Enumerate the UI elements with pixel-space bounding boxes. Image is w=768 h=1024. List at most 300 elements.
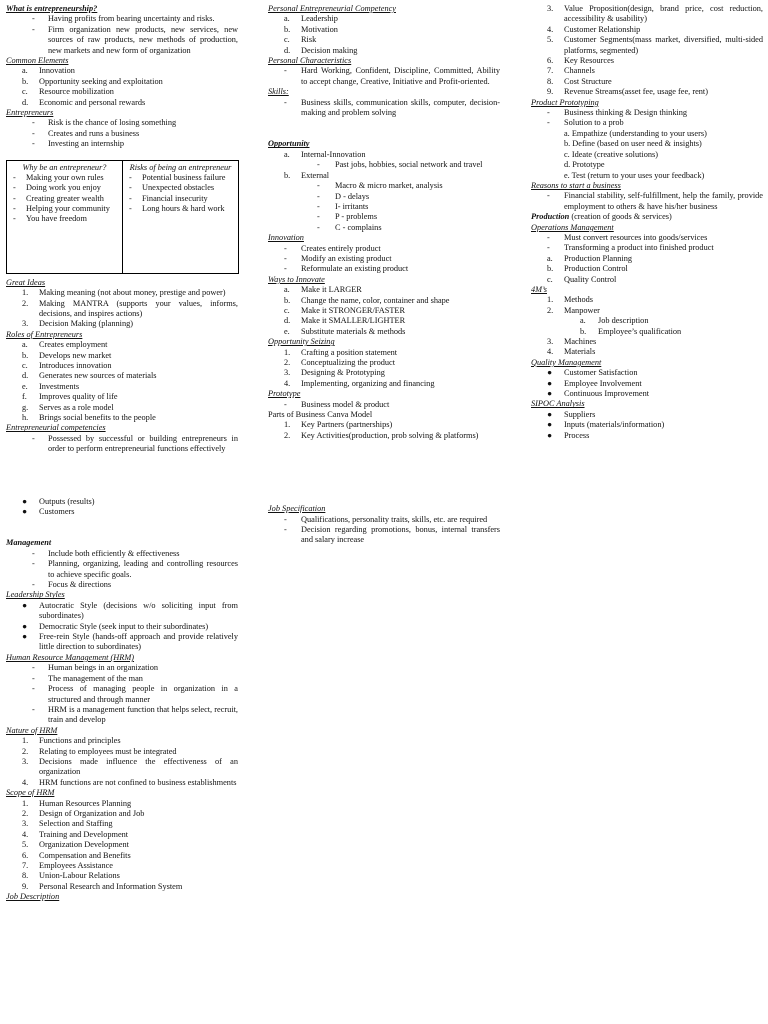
list-item <box>6 129 238 139</box>
list-item <box>268 66 500 87</box>
list-item <box>268 348 500 358</box>
list-marker: - <box>547 232 550 242</box>
list-item <box>268 254 500 264</box>
list-item <box>531 410 763 420</box>
list-item <box>531 254 763 264</box>
list-marker: - <box>317 212 320 222</box>
section-heading: 4M’s <box>531 284 547 294</box>
list-item <box>531 160 763 170</box>
list-item <box>268 285 500 295</box>
list-text: Economic and personal rewards <box>39 97 146 107</box>
list-item <box>531 389 763 399</box>
list-marker: 9. <box>547 87 554 97</box>
list-text: Serves as a role model <box>39 402 114 412</box>
list-marker: - <box>32 433 35 443</box>
list-text: Business thinking & Design thinking <box>564 108 688 118</box>
list-marker: - <box>284 97 287 107</box>
list-text: Union-Labour Relations <box>39 871 120 881</box>
list-marker: - <box>547 243 550 253</box>
list-item <box>531 327 763 337</box>
list-marker <box>531 150 564 160</box>
list-marker: 2. <box>22 746 29 756</box>
section-heading: Product Prototyping <box>531 97 599 107</box>
list-text: Past jobs, hobbies, social network and travel <box>335 160 483 170</box>
list-text: P - problems <box>335 212 378 222</box>
section-heading: Personal Characteristics <box>268 56 352 66</box>
list-marker: b. <box>284 24 291 34</box>
list-text: Leadership <box>301 14 338 24</box>
list-text: Employees Assistance <box>39 861 113 870</box>
list-text: Human Resources Planning <box>39 798 132 808</box>
list-text: Compensation and Benefits <box>39 850 131 860</box>
list-marker: 3. <box>547 337 554 346</box>
list-marker: 2. <box>22 808 29 818</box>
risk-table-left <box>7 161 122 273</box>
column-middle <box>268 4 500 546</box>
list-marker: a. <box>284 149 290 159</box>
list-item <box>6 87 238 97</box>
list-marker: - <box>32 118 35 128</box>
list-item <box>6 663 238 673</box>
list-item <box>531 368 763 378</box>
section-heading: Common Elements <box>6 56 69 66</box>
list-text: Include both efficiently & effectiveness <box>48 548 180 558</box>
list-text: Generates new sources of materials <box>39 371 157 381</box>
list-marker: g. <box>22 402 29 412</box>
list-item <box>6 851 238 861</box>
list-item <box>268 525 500 546</box>
list-item <box>531 87 763 97</box>
list-marker: b. <box>580 326 587 336</box>
list-text: Production Planning <box>564 253 632 263</box>
list-marker: ● <box>547 409 553 419</box>
list-marker: 4. <box>547 347 554 357</box>
list-item <box>6 799 238 809</box>
risk-table-item: - Helping your community <box>13 203 110 213</box>
list-item <box>6 299 238 320</box>
section-middle <box>268 4 500 546</box>
section-heading: Innovation <box>268 233 304 243</box>
list-text: Cost Structure <box>564 76 612 86</box>
list-marker: 3. <box>547 4 554 13</box>
list-item <box>268 420 500 430</box>
section-heading: Operations Management <box>531 222 614 232</box>
section-heading: Scope of HRM <box>6 788 55 798</box>
list-item <box>6 371 238 381</box>
list-marker: 3. <box>22 819 29 829</box>
list-text: Brings social benefits to the people <box>39 412 156 422</box>
list-text: Inputs (materials/information) <box>564 420 665 430</box>
list-item <box>6 392 238 402</box>
section-heading: Great Ideas <box>6 277 46 287</box>
list-marker: 6. <box>547 56 554 66</box>
list-item <box>531 118 763 128</box>
risk-table-item: - Long hours & hard work <box>129 203 225 213</box>
list-text: Creates employment <box>39 340 108 350</box>
section-entrepreneurship <box>6 4 238 150</box>
list-text: Manpower <box>564 305 600 315</box>
list-text: Risk <box>301 35 317 45</box>
section-heading: Human Resource Management (HRM) <box>6 652 135 662</box>
list-text: Hard Working, Confident, Discipline, Committed, Ability to accept change, Creative, Initiative and Profit-oriented. <box>301 66 500 86</box>
list-marker: - <box>547 118 550 128</box>
list-text: Revenue Streams(asset fee, usage fee, rent) <box>564 87 708 97</box>
list-marker: ● <box>22 507 28 516</box>
list-marker: 4. <box>284 378 291 388</box>
list-item <box>531 4 763 25</box>
section-heading: SIPOC Analysis <box>531 399 585 409</box>
list-text: Selection and Staffing <box>39 819 113 829</box>
spacer <box>268 118 500 139</box>
list-marker: - <box>284 243 287 253</box>
list-item <box>6 549 238 559</box>
section-heading: Opportunity Seizing <box>268 337 335 347</box>
list-item <box>6 674 238 684</box>
list-marker: - <box>284 253 287 263</box>
list-marker: - <box>317 201 320 211</box>
list-text: Business model & product <box>301 399 390 409</box>
list-marker: 6. <box>22 850 29 860</box>
list-marker: b. <box>22 76 29 86</box>
risk-table-item: - Unexpected obstacles <box>129 183 215 193</box>
risk-table-right-title: Risks of being an entrepreneur <box>129 162 232 172</box>
section-heading: Prototype <box>268 389 301 399</box>
section-heading: Nature of HRM <box>6 725 58 735</box>
list-text: Possessed by successful or building entrepreneurs in order to perform entrepreneurial functions effectively <box>48 433 238 454</box>
section-heading: Production (creation of goods & services) <box>531 212 672 222</box>
list-item <box>268 181 500 191</box>
list-marker: 9. <box>22 881 29 891</box>
list-text: Crafting a position statement <box>301 347 398 357</box>
list-marker: 8. <box>547 76 554 86</box>
list-item <box>6 747 238 757</box>
section-heading: Roles of Entrepreneurs <box>6 329 83 339</box>
list-item <box>531 129 763 139</box>
list-item <box>268 150 500 160</box>
section-heading: Management <box>6 538 52 548</box>
list-marker: - <box>547 108 550 118</box>
list-marker: a. <box>22 340 28 350</box>
list-text: Substitute materials & methods <box>301 326 406 336</box>
list-text: Introduces innovation <box>39 360 112 370</box>
list-marker: 4. <box>22 777 29 787</box>
list-text: Change the name, color, container and shape <box>301 295 450 305</box>
list-text: Process of managing people in organization in a structured and through manner <box>48 684 238 704</box>
list-marker: a. <box>547 253 553 263</box>
list-text: Continuous Improvement <box>564 389 650 399</box>
list-marker: a. <box>22 66 28 76</box>
list-text: External <box>301 170 330 180</box>
list-text: Macro & micro market, analysis <box>335 181 443 191</box>
list-item <box>531 25 763 35</box>
list-item <box>268 35 500 45</box>
list-text: HRM is a management function that helps select, recruit, train and develop <box>48 704 238 725</box>
list-item <box>6 351 238 361</box>
list-marker: b. <box>284 170 291 180</box>
list-item <box>531 264 763 274</box>
list-marker: 1. <box>22 736 29 746</box>
list-marker: 1. <box>22 288 29 298</box>
list-marker: 4. <box>547 24 554 34</box>
list-item <box>6 139 238 149</box>
list-text: Make it SMALLER/LIGHTER <box>301 316 406 326</box>
list-text: Customers <box>39 507 75 516</box>
list-marker <box>531 139 564 149</box>
list-text: Key Partners (partnerships) <box>301 420 393 430</box>
list-marker: 5. <box>547 35 554 45</box>
list-text: Personal Research and Information System <box>39 881 183 891</box>
risk-table-item: - Potential business failure <box>129 172 226 182</box>
section-heading: Opportunity <box>268 139 310 149</box>
list-text: Decision regarding promotions, bonus, internal transfers and salary increase <box>301 525 500 545</box>
list-marker: ● <box>547 389 553 399</box>
list-text: Resource mobilization <box>39 87 114 97</box>
list-text: Creates entirely product <box>301 243 381 253</box>
list-text: Materials <box>564 347 596 357</box>
list-text: Customer Relationship <box>564 24 641 34</box>
list-text: Outputs (results) <box>39 496 95 506</box>
list-marker: - <box>32 684 35 694</box>
list-marker: 7. <box>547 66 554 76</box>
list-item <box>6 25 238 56</box>
list-item <box>6 77 238 87</box>
list-item <box>531 150 763 160</box>
list-item <box>531 191 763 212</box>
list-marker: - <box>32 580 35 590</box>
list-item <box>268 14 500 24</box>
list-item <box>531 337 763 347</box>
list-item <box>6 861 238 871</box>
list-text: Suppliers <box>564 409 596 419</box>
list-marker: ● <box>22 621 28 631</box>
list-marker: - <box>317 181 320 191</box>
list-marker: - <box>32 548 35 558</box>
list-item <box>6 559 238 580</box>
list-text: Design of Organization and Job <box>39 808 145 818</box>
list-text: Opportunity seeking and exploitation <box>39 76 163 86</box>
list-item <box>6 736 238 746</box>
list-marker: ● <box>547 430 553 440</box>
list-marker: c. <box>547 274 553 284</box>
spacer <box>6 476 238 497</box>
list-item <box>531 35 763 56</box>
list-marker: 1. <box>22 798 29 808</box>
list-text: Employee Involvement <box>564 378 642 388</box>
list-text: Financial stability, self-fulfillment, help the family, provide employment to others & have his/her business <box>564 191 763 211</box>
list-item <box>531 295 763 305</box>
list-item <box>268 264 500 274</box>
list-item <box>531 66 763 76</box>
list-marker: - <box>317 191 320 201</box>
list-marker: a. <box>284 14 290 24</box>
list-item <box>268 46 500 56</box>
section-heading: Entrepreneurs <box>6 108 54 118</box>
list-text: b. Define (based on user need & insights) <box>564 139 702 149</box>
list-text: Make it LARGER <box>301 285 362 295</box>
spacer <box>268 441 500 462</box>
section-heading: Job Specification <box>268 504 326 514</box>
list-text: Organization Development <box>39 840 129 850</box>
list-marker: b. <box>284 295 291 305</box>
list-marker: b. <box>22 350 29 360</box>
list-text: Modify an existing product <box>301 253 392 263</box>
list-item <box>531 347 763 357</box>
spacer <box>268 483 500 504</box>
list-marker: - <box>32 704 35 714</box>
list-marker: - <box>317 222 320 232</box>
list-item <box>6 340 238 350</box>
list-text: Must convert resources into goods/services <box>564 232 708 242</box>
list-marker: e. <box>22 381 28 391</box>
list-text: Key Resources <box>564 56 614 66</box>
list-marker: a. <box>284 285 290 295</box>
list-item <box>6 98 238 108</box>
list-marker: - <box>284 66 287 76</box>
list-marker: ● <box>547 378 553 388</box>
list-item <box>6 809 238 819</box>
list-marker <box>531 160 564 170</box>
list-marker: - <box>32 14 35 24</box>
list-text: c. Ideate (creative solutions) <box>564 149 658 159</box>
list-item <box>531 233 763 243</box>
list-item <box>6 819 238 829</box>
list-text: Planning, organizing, leading and controlling resources to achieve specific goals. <box>48 559 238 579</box>
list-text: D - delays <box>335 191 370 201</box>
list-marker: c. <box>284 35 290 45</box>
risk-table <box>6 160 239 274</box>
list-text: Functions and principles <box>39 736 121 746</box>
list-item <box>6 882 238 892</box>
list-item <box>268 202 500 212</box>
list-item <box>268 368 500 378</box>
list-marker: ● <box>22 632 28 642</box>
list-marker: 2. <box>284 430 291 440</box>
list-item <box>268 244 500 254</box>
list-item <box>6 319 238 329</box>
list-marker: 1. <box>547 295 554 305</box>
list-item <box>6 830 238 840</box>
list-text: Solution to a prob <box>564 118 624 128</box>
list-text: Key Activities(production, prob solving & platforms) <box>301 430 479 440</box>
list-item <box>268 327 500 337</box>
list-text: Making meaning (not about money, prestige and power) <box>39 288 226 298</box>
list-text: Human beings in an organization <box>48 663 158 673</box>
list-item <box>6 403 238 413</box>
list-marker: - <box>32 24 35 34</box>
list-text: Decisions made influence the effectiveness of an organization <box>39 756 238 777</box>
list-text: a. Empathize (understanding to your users) <box>564 128 707 138</box>
list-text: Innovation <box>39 66 75 76</box>
list-marker: 7. <box>22 861 29 870</box>
list-text: Job description <box>598 316 649 326</box>
list-text: Value Proposition(design, brand price, cost reduction, accessibility & usability) <box>564 4 763 24</box>
list-text: Process <box>564 430 590 440</box>
list-text: Methods <box>564 295 594 305</box>
list-marker: b. <box>547 264 554 274</box>
list-text: Risk is the chance of losing something <box>48 118 177 128</box>
risk-table-left-title: Why be an entrepreneur? <box>22 162 107 172</box>
list-marker: 1. <box>284 347 291 357</box>
list-text: Having profits from bearing uncertainty and risks. <box>48 14 215 24</box>
list-marker: - <box>284 399 287 409</box>
list-item <box>531 306 763 316</box>
list-item <box>6 632 238 653</box>
column-left <box>6 4 238 903</box>
list-item <box>6 871 238 881</box>
list-text: e. Test (return to your uses your feedback) <box>564 170 705 180</box>
list-marker: 3. <box>22 756 29 766</box>
list-item <box>268 400 500 410</box>
spacer <box>6 455 238 476</box>
list-item <box>6 840 238 850</box>
list-item <box>531 243 763 253</box>
list-text: Firm organization new products, new services, new sources of raw products, new methods of production, new markets and new form of organization <box>48 24 238 55</box>
list-item <box>268 192 500 202</box>
list-text: Reformulate an existing product <box>301 264 409 274</box>
list-item <box>268 160 500 170</box>
list-text: Creates and runs a business <box>48 128 140 138</box>
section-heading: Personal Entrepreneurial Competency <box>268 4 396 13</box>
list-marker: ● <box>547 420 553 430</box>
list-text: Quality Control <box>564 274 617 284</box>
list-marker: c. <box>22 87 28 97</box>
list-marker: 5. <box>22 840 29 850</box>
list-item <box>6 413 238 423</box>
list-marker <box>531 129 564 139</box>
list-marker: - <box>32 559 35 569</box>
section-left-continued <box>6 278 238 903</box>
list-text: Employee’s qualification <box>598 326 682 336</box>
list-item <box>268 379 500 389</box>
list-item <box>531 108 763 118</box>
risk-table-item: - Doing work you enjoy <box>13 183 101 193</box>
section-heading: Parts of Business Canva Model <box>268 410 373 420</box>
list-item <box>268 223 500 233</box>
list-marker: c. <box>284 305 290 315</box>
section-heading: Skills: <box>268 87 289 97</box>
list-item <box>6 288 238 298</box>
list-text: Democratic Style (seek input to their subordinates) <box>39 621 209 631</box>
list-item <box>6 434 238 455</box>
list-text: Business skills, communication skills, computer, decision- making and problem solving <box>301 97 500 118</box>
list-marker: 4. <box>22 829 29 839</box>
list-item <box>531 431 763 441</box>
spacer <box>268 462 500 483</box>
risk-table-item: - Making your own rules <box>13 172 104 182</box>
list-item <box>6 497 238 507</box>
list-marker: - <box>317 160 320 170</box>
list-marker: - <box>547 191 550 201</box>
list-item <box>6 118 238 128</box>
list-marker: - <box>284 264 287 274</box>
list-marker: 2. <box>22 298 29 308</box>
list-text: Internal-Innovation <box>301 149 366 159</box>
risk-table-right <box>122 161 238 273</box>
section-heading: Job Description <box>6 892 60 902</box>
list-marker: - <box>32 128 35 138</box>
section-heading: What is entrepreneurship? <box>6 4 98 13</box>
list-text: Focus & directions <box>48 580 112 590</box>
list-item <box>6 361 238 371</box>
list-marker: 3. <box>22 319 29 329</box>
list-text: Decision making <box>301 45 358 55</box>
list-text: Conceptualizing the product <box>301 358 396 367</box>
list-item <box>268 171 500 181</box>
list-marker: - <box>284 525 287 535</box>
list-text: The management of the man <box>48 673 143 683</box>
list-text: Machines <box>564 337 597 346</box>
list-text: Making MANTRA (supports your values, informs, decisions, and inspires actions) <box>39 298 238 318</box>
